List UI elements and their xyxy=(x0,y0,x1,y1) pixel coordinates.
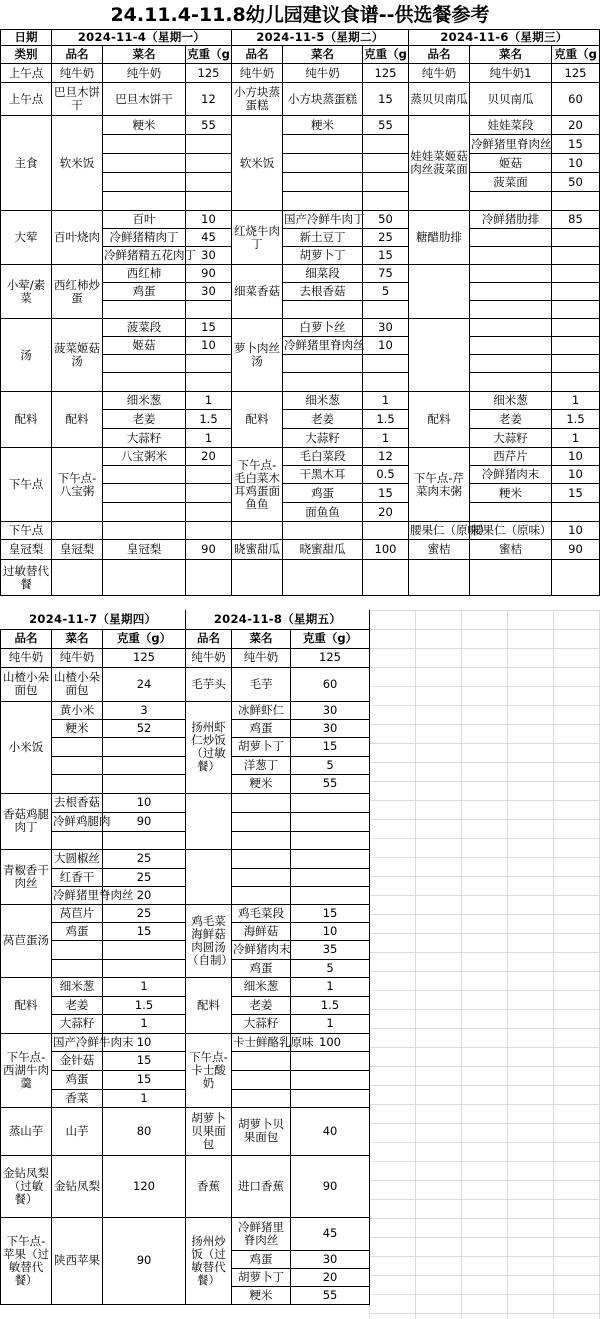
weight-cell: 10 xyxy=(552,154,600,173)
weight-cell: 10 xyxy=(186,211,232,229)
dish-cell: 鸡蛋 xyxy=(52,922,103,940)
weight-cell: 60 xyxy=(552,83,600,116)
weight-cell: 1 xyxy=(552,429,600,448)
dish-cell: 蜜桔 xyxy=(470,540,552,560)
dish-cell: 冷鲜鸡腿肉 xyxy=(52,812,103,831)
weight-cell: 0.5 xyxy=(363,466,409,484)
dish-cell: 粳米 xyxy=(283,116,363,135)
item-cell: 娃娃菜姬菇肉丝菠菜面 xyxy=(409,116,470,211)
spreadsheet-gridlines xyxy=(369,610,600,1319)
col-weight: 克重（g） xyxy=(103,629,186,648)
dish-cell: 冷鲜猪里脊肉丝 xyxy=(283,337,363,355)
item-cell: 下午点-卡士酸奶 xyxy=(186,1033,232,1107)
dish-cell: 冰鲜虾仁 xyxy=(232,701,291,719)
dish-cell: 胡萝卜丁 xyxy=(283,247,363,265)
dish-cell: 菠菜段 xyxy=(103,319,186,337)
dish-cell: 金钻凤梨 xyxy=(52,1155,103,1217)
item-cell: 萝卜肉丝汤 xyxy=(232,319,283,392)
item-cell: 软米饭 xyxy=(232,116,283,211)
category-cell: 上午点 xyxy=(1,83,52,116)
dish-cell: 鸡蛋 xyxy=(283,484,363,503)
dish-cell: 洋葱丁 xyxy=(232,756,291,774)
weight-cell: 24 xyxy=(103,667,186,701)
weight-cell: 15 xyxy=(363,247,409,265)
dish-cell: 粳米 xyxy=(470,484,552,503)
item-cell: 下午点-芹菜肉末粥 xyxy=(409,448,470,522)
item-cell: 红烧牛肉丁 xyxy=(232,211,283,265)
dish-cell: 陕西苹果 xyxy=(52,1217,103,1304)
item-cell: 配料 xyxy=(186,977,232,1033)
item-cell: 下午点-毛白菜木耳鸡蛋面鱼鱼 xyxy=(232,448,283,522)
dish-cell: 大蒜籽 xyxy=(470,429,552,448)
weight-cell: 52 xyxy=(103,719,186,737)
dish-cell: 鸡蛋 xyxy=(52,1070,103,1089)
dish-cell: 纯牛奶 xyxy=(232,648,291,667)
dish-cell: 百叶 xyxy=(103,211,186,229)
weight-cell: 30 xyxy=(291,701,370,719)
item-cell: 细菜香菇 xyxy=(232,265,283,319)
dish-cell: 去根香菇 xyxy=(52,793,103,812)
weight-cell: 125 xyxy=(363,64,409,83)
dish-cell: 鸡毛菜段 xyxy=(232,904,291,922)
weight-cell: 100 xyxy=(291,1033,370,1051)
weight-cell: 25 xyxy=(103,904,186,922)
weight-cell: 100 xyxy=(363,540,409,560)
col-weight: 克重（g） xyxy=(291,629,370,648)
dish-cell: 娃娃菜段 xyxy=(470,116,552,135)
dish-cell: 大蒜籽 xyxy=(232,1014,291,1033)
menu-table-thu-fri xyxy=(0,610,370,1305)
weight-cell: 30 xyxy=(291,719,370,737)
weight-cell: 1.5 xyxy=(363,410,409,429)
dish-cell: 姬菇 xyxy=(470,154,552,173)
col-weight: 克重（g xyxy=(363,46,409,64)
weight-cell: 30 xyxy=(186,247,232,265)
weight-cell: 10 xyxy=(291,922,370,940)
weight-cell: 90 xyxy=(103,812,186,831)
dish-cell: 冷鲜猪肉末 xyxy=(232,940,291,959)
item-cell: 小米饭 xyxy=(1,701,52,793)
item-cell: 纯牛奶 xyxy=(52,64,103,83)
item-cell: 蜜桔 xyxy=(409,540,470,560)
dish-cell: 山楂小朵面包 xyxy=(52,667,103,701)
dish-cell: 粳米 xyxy=(103,116,186,135)
date-label: 日期 xyxy=(1,30,52,46)
weight-cell: 10 xyxy=(552,466,600,484)
weight-cell: 90 xyxy=(186,540,232,560)
dish-cell: 冷鲜猪精五花肉丁 xyxy=(103,247,186,265)
item-cell: 配料 xyxy=(409,392,470,448)
col-item: 品名 xyxy=(186,629,232,648)
day-header-wed: 2024-11-6（星期三） xyxy=(409,30,600,46)
weight-cell: 1 xyxy=(363,392,409,410)
dish-cell: 老姜 xyxy=(103,410,186,429)
dish-cell: 菠菜面 xyxy=(470,173,552,192)
day-header-fri: 2024-11-8（星期五） xyxy=(186,610,370,629)
col-weight: 克重（g xyxy=(552,46,600,64)
weight-cell: 1 xyxy=(103,1089,186,1107)
category-cell: 上午点 xyxy=(1,64,52,83)
weight-cell: 30 xyxy=(291,1250,370,1268)
item-cell: 莴苣蛋汤 xyxy=(1,904,52,977)
dish-cell: 莴苣片 xyxy=(52,904,103,922)
col-dish: 菜名 xyxy=(103,46,186,64)
dish-cell: 纯牛奶 xyxy=(283,64,363,83)
weight-cell: 20 xyxy=(363,503,409,522)
dish-cell: 老姜 xyxy=(470,410,552,429)
item-cell: 山楂小朵面包 xyxy=(1,667,52,701)
weight-cell: 125 xyxy=(552,64,600,83)
day-header-tue: 2024-11-5（星期二） xyxy=(232,30,409,46)
item-cell: 香蕉 xyxy=(186,1155,232,1217)
weight-cell: 125 xyxy=(103,648,186,667)
item-cell: 配料 xyxy=(232,392,283,448)
weight-cell: 1.5 xyxy=(291,996,370,1014)
item-cell: 配料 xyxy=(52,392,103,448)
dish-cell: 毛芋 xyxy=(232,667,291,701)
item-cell: 下午点-西湖牛肉羹 xyxy=(1,1033,52,1107)
col-item: 品名 xyxy=(52,46,103,64)
item-cell: 毛芋头 xyxy=(186,667,232,701)
dish-cell: 巴旦木饼干 xyxy=(103,83,186,116)
weight-cell: 40 xyxy=(291,1107,370,1155)
category-cell: 过敏替代餐 xyxy=(1,560,52,596)
dish-cell: 老姜 xyxy=(52,996,103,1014)
category-cell: 小荤/素菜 xyxy=(1,265,52,319)
dish-cell: 黄小米 xyxy=(52,701,103,719)
weight-cell: 50 xyxy=(552,173,600,192)
weight-cell: 1.5 xyxy=(103,996,186,1014)
day-header-mon: 2024-11-4（星期一） xyxy=(52,30,232,46)
dish-cell: 粳米 xyxy=(52,719,103,737)
menu-table-mon-wed xyxy=(0,29,600,596)
item-cell: 小方块蒸蛋糕 xyxy=(232,83,283,116)
dish-cell: 晓蜜甜瓜 xyxy=(283,540,363,560)
weight-cell: 5 xyxy=(291,756,370,774)
dish-cell: 金针菇 xyxy=(52,1051,103,1070)
weight-cell: 20 xyxy=(103,886,186,904)
weight-cell: 80 xyxy=(103,1107,186,1155)
dish-cell: 小方块蒸蛋糕 xyxy=(283,83,363,116)
weight-cell: 1 xyxy=(186,392,232,410)
weight-cell: 25 xyxy=(363,229,409,247)
item-cell: 纯牛奶 xyxy=(232,64,283,83)
dish-cell: 山芋 xyxy=(52,1107,103,1155)
dish-cell: 海鲜菇 xyxy=(232,922,291,940)
weight-cell: 1.5 xyxy=(186,410,232,429)
dish-cell: 冷鲜猪精肉丁 xyxy=(103,229,186,247)
item-cell: 青椒香干肉丝 xyxy=(1,849,52,904)
dish-cell: 冷鲜猪肉末 xyxy=(470,466,552,484)
dish-cell: 粳米 xyxy=(232,774,291,793)
weight-cell: 3 xyxy=(103,701,186,719)
dish-cell: 国产冷鲜牛肉末 xyxy=(52,1033,103,1051)
item-cell: 晓蜜甜瓜 xyxy=(232,540,283,560)
weight-cell: 15 xyxy=(552,484,600,503)
dish-cell: 纯牛奶 xyxy=(103,64,186,83)
weight-cell: 90 xyxy=(552,540,600,560)
dish-cell: 纯牛奶1 xyxy=(470,64,552,83)
weight-cell: 90 xyxy=(103,1217,186,1304)
day-header-thu: 2024-11-7（星期四） xyxy=(1,610,186,629)
weight-cell: 15 xyxy=(103,1070,186,1089)
dish-cell: 干黑木耳 xyxy=(283,466,363,484)
weight-cell: 10 xyxy=(552,448,600,466)
weight-cell: 1.5 xyxy=(552,410,600,429)
weight-cell: 25 xyxy=(103,849,186,868)
dish-cell: 细米葱 xyxy=(103,392,186,410)
dish-cell: 老姜 xyxy=(232,996,291,1014)
item-cell: 糖醋肋排 xyxy=(409,211,470,265)
weight-cell: 125 xyxy=(291,648,370,667)
item-cell xyxy=(409,265,470,319)
dish-cell: 鸡蛋 xyxy=(103,283,186,301)
item-cell: 下午点-苹果（过敏替代餐） xyxy=(1,1217,52,1304)
weight-cell: 85 xyxy=(552,211,600,229)
weight-cell: 10 xyxy=(103,1033,186,1051)
weight-cell: 120 xyxy=(103,1155,186,1217)
weight-cell: 25 xyxy=(103,868,186,886)
weight-cell: 90 xyxy=(186,265,232,283)
dish-cell: 胡萝卜丁 xyxy=(232,737,291,756)
page-title: 24.11.4-11.8幼儿园建议食谱--供选餐参考 xyxy=(110,4,490,26)
dish-cell: 鸡蛋 xyxy=(232,719,291,737)
dish-cell: 细米葱 xyxy=(283,392,363,410)
weight-cell: 10 xyxy=(363,337,409,355)
dish-cell: 卡士鲜酪乳原味 xyxy=(232,1033,291,1051)
dish-cell: 冷鲜猪肋排 xyxy=(470,211,552,229)
weight-cell: 15 xyxy=(552,135,600,154)
item-cell: 鸡毛菜海鲜菇肉圆汤（自制） xyxy=(186,904,232,977)
weight-cell: 45 xyxy=(291,1217,370,1250)
category-cell: 汤 xyxy=(1,319,52,392)
dish-cell: 冷鲜猪里脊肉丝 xyxy=(232,1217,291,1250)
dish-cell: 胡萝卜贝果面包 xyxy=(232,1107,291,1155)
dish-cell: 大圆椒丝 xyxy=(52,849,103,868)
dish-cell: 白萝卜丝 xyxy=(283,319,363,337)
item-cell: 纯牛奶 xyxy=(409,64,470,83)
weight-cell: 55 xyxy=(291,1286,370,1304)
item-cell: 西红柿炒蛋 xyxy=(52,265,103,319)
category-cell: 下午点 xyxy=(1,448,52,522)
weight-cell: 20 xyxy=(291,1268,370,1286)
weight-cell: 1 xyxy=(552,392,600,410)
category-cell: 主食 xyxy=(1,116,52,211)
col-item: 品名 xyxy=(232,46,283,64)
dish-cell: 鸡蛋 xyxy=(232,959,291,977)
weight-cell: 15 xyxy=(186,319,232,337)
col-item: 品名 xyxy=(409,46,470,64)
dish-cell: 粳米 xyxy=(232,1286,291,1304)
dish-cell: 皇冠梨 xyxy=(103,540,186,560)
dish-cell: 冷鲜猪里脊肉丝 xyxy=(470,135,552,154)
item-cell: 配料 xyxy=(1,977,52,1033)
weight-cell: 55 xyxy=(363,116,409,135)
weight-cell: 50 xyxy=(363,211,409,229)
weight-cell: 12 xyxy=(186,83,232,116)
dish-cell: 冷鲜猪里脊肉丝 xyxy=(52,886,103,904)
dish-cell: 细米葱 xyxy=(470,392,552,410)
weight-cell: 12 xyxy=(363,448,409,466)
weight-cell: 15 xyxy=(363,484,409,503)
col-dish: 菜名 xyxy=(283,46,363,64)
weight-cell: 90 xyxy=(291,1155,370,1217)
weight-cell: 10 xyxy=(186,337,232,355)
dish-cell: 细米葱 xyxy=(52,977,103,996)
item-cell xyxy=(409,319,470,392)
weight-cell: 1 xyxy=(291,1014,370,1033)
dish-cell: 贝贝南瓜 xyxy=(470,83,552,116)
dish-cell: 鸡蛋 xyxy=(232,1250,291,1268)
weight-cell: 15 xyxy=(291,737,370,756)
dish-cell: 大蒜籽 xyxy=(103,429,186,448)
dish-cell: 西芹片 xyxy=(470,448,552,466)
weight-cell: 30 xyxy=(363,319,409,337)
weight-cell: 35 xyxy=(291,940,370,959)
category-cell: 配料 xyxy=(1,392,52,448)
item-cell: 香菇鸡腿肉丁 xyxy=(1,793,52,849)
weight-cell: 1 xyxy=(103,1014,186,1033)
weight-cell: 55 xyxy=(291,774,370,793)
item-cell: 皇冠梨 xyxy=(52,540,103,560)
weight-cell: 20 xyxy=(552,116,600,135)
dish-cell: 细米葱 xyxy=(232,977,291,996)
category-cell: 下午点 xyxy=(1,522,52,540)
category-label: 类别 xyxy=(1,46,52,64)
weight-cell: 15 xyxy=(291,904,370,922)
item-cell: 纯牛奶 xyxy=(186,648,232,667)
item-cell: 软米饭 xyxy=(52,116,103,211)
col-item: 品名 xyxy=(1,629,52,648)
dish-cell: 大蒜籽 xyxy=(52,1014,103,1033)
weight-cell: 1 xyxy=(186,429,232,448)
dish-cell: 八宝粥米 xyxy=(103,448,186,466)
item-cell: 菠菜姬菇汤 xyxy=(52,319,103,392)
dish-cell: 腰果仁（原味） xyxy=(470,522,552,540)
item-cell: 腰果仁（原味） xyxy=(409,522,470,540)
item-cell: 蒸贝贝南瓜 xyxy=(409,83,470,116)
dish-cell: 新土豆丁 xyxy=(283,229,363,247)
weight-cell: 10 xyxy=(103,793,186,812)
weight-cell: 125 xyxy=(186,64,232,83)
item-cell: 纯牛奶 xyxy=(1,648,52,667)
weight-cell: 10 xyxy=(552,522,600,540)
weight-cell: 15 xyxy=(103,1051,186,1070)
weight-cell: 1 xyxy=(291,977,370,996)
weight-cell: 5 xyxy=(291,959,370,977)
weight-cell: 75 xyxy=(363,265,409,283)
weight-cell: 60 xyxy=(291,667,370,701)
item-cell: 扬州炒饭（过敏替代餐） xyxy=(186,1217,232,1304)
weight-cell: 1 xyxy=(363,429,409,448)
col-dish: 菜名 xyxy=(470,46,552,64)
col-dish: 菜名 xyxy=(52,629,103,648)
dish-cell: 去根香菇 xyxy=(283,283,363,301)
dish-cell: 面鱼鱼 xyxy=(283,503,363,522)
dish-cell: 胡萝卜丁 xyxy=(232,1268,291,1286)
weight-cell: 1 xyxy=(103,977,186,996)
category-cell: 皇冠梨 xyxy=(1,540,52,560)
dish-cell: 红香干 xyxy=(52,868,103,886)
dish-cell: 进口香蕉 xyxy=(232,1155,291,1217)
dish-cell: 大蒜籽 xyxy=(283,429,363,448)
item-cell: 胡萝卜贝果面包 xyxy=(186,1107,232,1155)
weight-cell: 55 xyxy=(186,116,232,135)
item-cell: 金钻凤梨（过敏餐） xyxy=(1,1155,52,1217)
dish-cell: 纯牛奶 xyxy=(52,648,103,667)
category-cell: 大荤 xyxy=(1,211,52,265)
weight-cell: 15 xyxy=(363,83,409,116)
weight-cell: 30 xyxy=(186,283,232,301)
weight-cell: 15 xyxy=(103,922,186,940)
dish-cell: 西红柿 xyxy=(103,265,186,283)
weight-cell: 5 xyxy=(363,283,409,301)
dish-cell: 姬菇 xyxy=(103,337,186,355)
dish-cell: 国产冷鲜牛肉丁 xyxy=(283,211,363,229)
item-cell: 蒸山芋 xyxy=(1,1107,52,1155)
dish-cell: 香菜 xyxy=(52,1089,103,1107)
dish-cell: 细菜段 xyxy=(283,265,363,283)
dish-cell: 毛白菜段 xyxy=(283,448,363,466)
item-cell: 百叶烧肉 xyxy=(52,211,103,265)
weight-cell: 20 xyxy=(186,448,232,466)
weight-cell: 45 xyxy=(186,229,232,247)
item-cell: 巴旦木饼干 xyxy=(52,83,103,116)
col-weight: 克重（g xyxy=(186,46,232,64)
dish-cell: 老姜 xyxy=(283,410,363,429)
item-cell: 扬州虾仁炒饭（过敏餐） xyxy=(186,701,232,793)
col-dish: 菜名 xyxy=(232,629,291,648)
item-cell: 下午点-八宝粥 xyxy=(52,448,103,522)
